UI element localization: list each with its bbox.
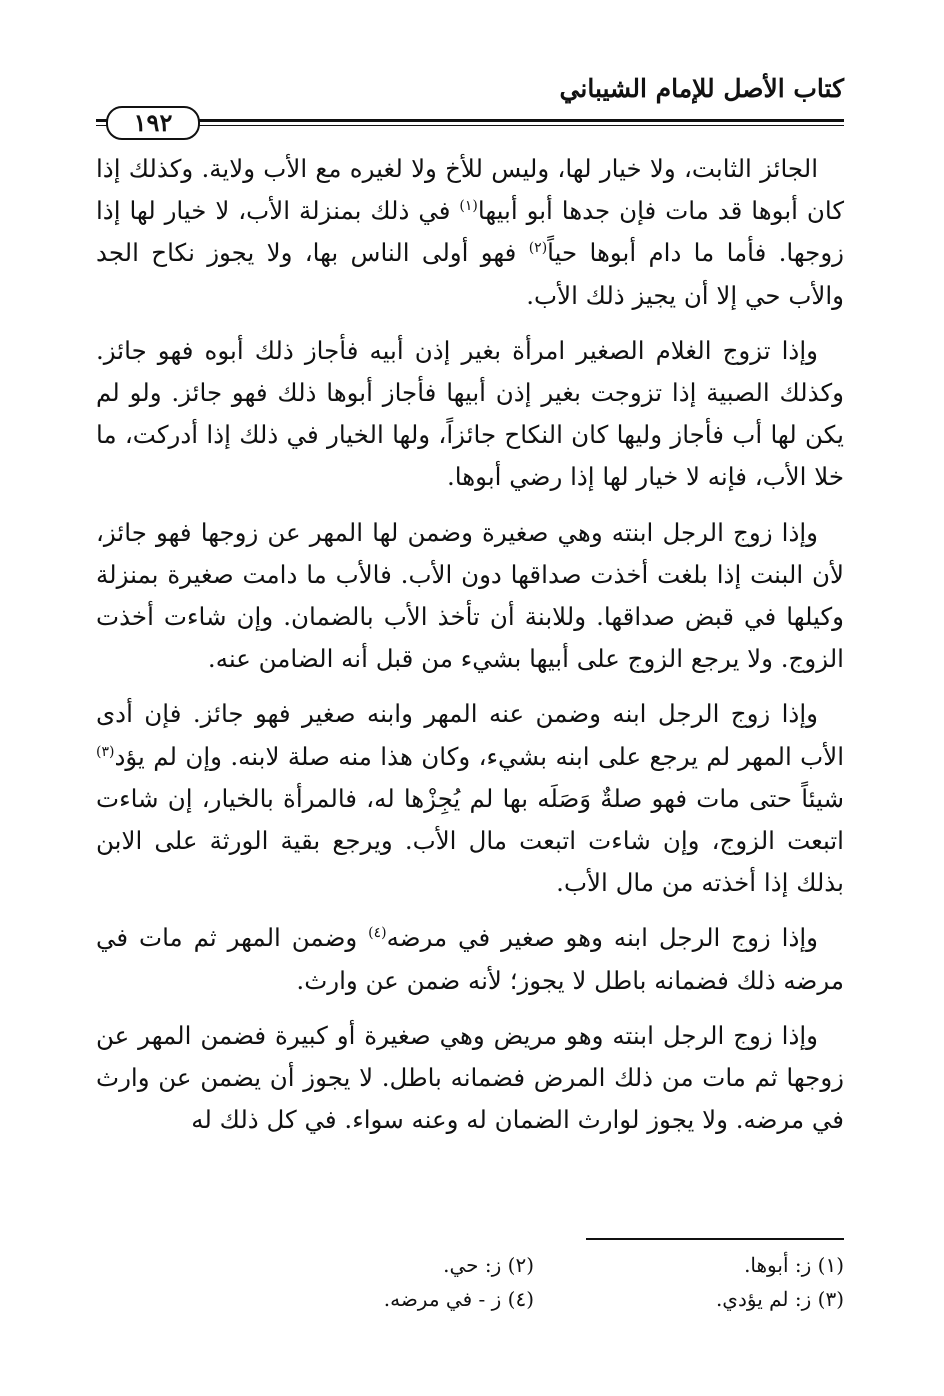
main-text — [96, 148, 844, 1141]
text-segment: في ذلك بمنزلة الأب، لا خيار لها إذا زوجها. فأما ما دام أبوها حياً — [96, 196, 844, 268]
text-segment: فهو أولى الناس بها، ولا يجوز نكاح الجد والأب حي إلا أن يجيز ذلك الأب. — [96, 238, 844, 310]
text-segment: وإذا زوج الرجل ابنته وهو مريض وهي صغيرة أو كبيرة فضمن المهر عن زوجها ثم مات من ذلك المرض فضمانه باطل. لا يجوز أن يضمن عن وارث في مرضه. ولا يجوز لوارث الضمان له وعنه سواء. في كل ذلك له — [96, 1020, 844, 1135]
footnote-4: (٤) ز - في مرضه. — [383, 1287, 534, 1311]
book-title: كتاب الأصل للإمام الشيباني — [559, 74, 844, 103]
text-segment: وضمن المهر ثم مات في مرضه ذلك فضمانه باطل لا يجوز؛ لأنه ضمن عن وارث. — [96, 923, 844, 995]
text-segment: وإذا زوج الرجل ابنه وضمن عنه المهر وابنه صغير فهو جائز. فإن أدى الأب المهر لم يرجع على ابنه بشيء، وكان هذا منه صلة لابنه. وإن لم يؤد — [96, 699, 844, 771]
footnote-3: (٣) ز: لم يؤدي. — [715, 1287, 844, 1311]
header-rule-thin — [96, 125, 844, 126]
footnote-row — [96, 1282, 844, 1316]
paragraph-4 — [96, 693, 844, 904]
footnote-row — [96, 1248, 844, 1282]
paragraph-5 — [96, 917, 844, 1001]
text-segment: الجائز الثابت، ولا خيار لها، وليس للأخ ولا لغيره مع الأب ولاية. وكذلك إذا كان أبوها قد مات فإن جدها أبو أبيها — [96, 154, 844, 226]
text-segment: وإذا زوج الرجل ابنه وهو صغير في مرضه — [386, 923, 818, 953]
footnotes — [96, 1248, 844, 1316]
footnote-2: (٢) ز: حي. — [443, 1253, 534, 1277]
footnote-ref-4: (٤) — [368, 925, 387, 942]
page-header — [96, 68, 844, 137]
footnote-ref-2: (٢) — [528, 240, 548, 257]
text-segment: وإذا تزوج الغلام الصغير امرأة بغير إذن أبيه فأجاز ذلك أبوه فهو جائز. وكذلك الصبية إذا تزوجت بغير إذن أبيها فأجاز أبوها ذلك فهو جائز. ولو لم يكن لها أب فأجاز وليها كان النكاح جائزاً، ولها الخيار في ذلك إذا أدركت، ما خلا الأب، فإنه لا خيار لها إذا رضي أبوها. — [96, 335, 844, 492]
footnote-ref-3: (٣) — [96, 743, 115, 760]
paragraph-1 — [96, 148, 844, 317]
text-segment: وإذا زوج الرجل ابنته وهي صغيرة وضمن لها المهر عن زوجها فهو جائز، لأن البنت إذا بلغت أخذت صداقها دون الأب. فالأب ما دامت صغيرة بمنزلة وكيلها في قبض صداقها. وللابنة أن تأخذ الأب بالضمان. وإن شاءت أخذت الزوج. ولا يرجع الزوج على أبيها بشيء من قبل أنه الضامن عنه. — [96, 517, 844, 674]
header-rule-thick — [96, 119, 844, 122]
paragraph-6 — [96, 1015, 844, 1142]
paragraph-2 — [96, 330, 844, 499]
paragraph-3 — [96, 512, 844, 681]
footnote-1: (١) ز: أبوها. — [744, 1253, 844, 1277]
footnote-separator — [586, 1238, 844, 1240]
text-segment: شيئاً حتى مات فهو صلةٌ وَصَلَه بها لم يُجِزْها له، فالمرأة بالخيار، إن شاءت اتبعت الزوج، وإن شاءت اتبعت مال الأب. ويرجع بقية الورثة على الابن بذلك إذا أخذته من مال الأب. — [96, 783, 844, 898]
page-number: ١٩٢ — [106, 106, 200, 140]
footnote-ref-1: (١) — [459, 198, 478, 215]
